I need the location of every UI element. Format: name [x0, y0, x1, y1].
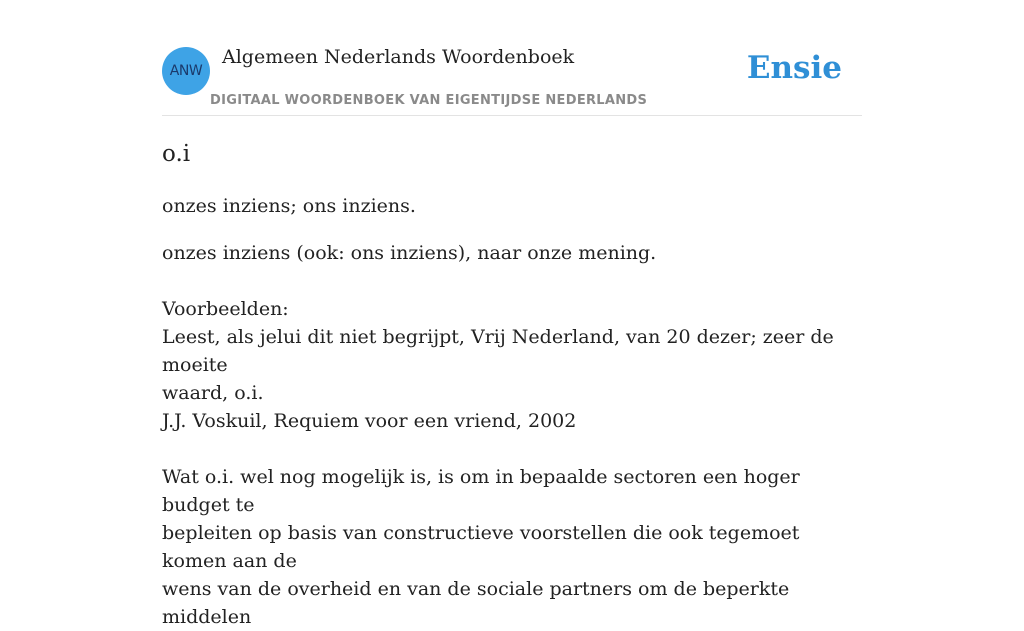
example-2-line-3: wens van de overheid en van de sociale partners om de beperkte middelen — [162, 578, 790, 628]
example-1-source: J.J. Voskuil, Requiem voor een vriend, 2002 — [162, 410, 577, 432]
site-subtitle: DIGITAAL WOORDENBOEK VAN EIGENTIJDSE NEDERLANDS — [210, 93, 648, 108]
page — [162, 0, 862, 628]
spacer — [162, 267, 862, 295]
entry-content — [162, 192, 862, 631]
anw-logo-icon[interactable] — [162, 47, 210, 95]
ensie-brand-link[interactable]: Ensie — [746, 50, 842, 86]
examples-label: Voorbeelden: — [162, 298, 289, 320]
entry-headword: o.i — [162, 141, 191, 167]
example-2-line-2: bepleiten op basis van constructieve voorstellen die ook tegemoet komen aan de — [162, 522, 800, 572]
site-header — [162, 0, 862, 116]
example-1-line-2: waard, o.i. — [162, 382, 264, 404]
definition: onzes inziens (ook: ons inziens), naar onze mening. — [162, 242, 657, 264]
spacer — [162, 435, 862, 463]
logo-text: ANW — [169, 63, 203, 79]
example-1-line-1: Leest, als jelui dit niet begrijpt, Vrij Nederland, van 20 dezer; zeer de moeite — [162, 326, 834, 376]
site-title[interactable]: Algemeen Nederlands Woordenboek — [222, 46, 575, 68]
short-definition: onzes inziens; ons inziens. — [162, 195, 416, 217]
example-2-line-1: Wat o.i. wel nog mogelijk is, is om in bepaalde sectoren een hoger budget te — [162, 466, 800, 516]
